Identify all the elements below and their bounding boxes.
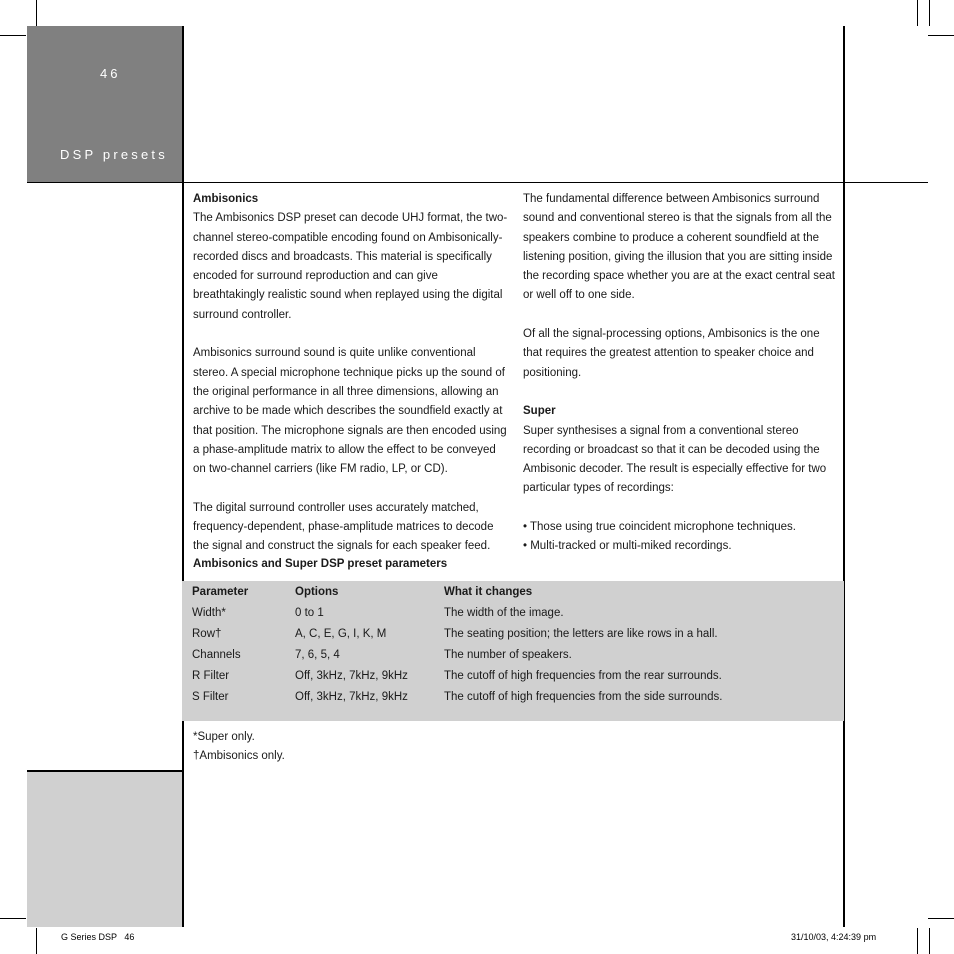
left-vertical-rule bbox=[182, 26, 184, 927]
table-cell: The width of the image. bbox=[444, 607, 564, 619]
table-cell: A, C, E, G, I, K, M bbox=[295, 628, 387, 640]
table-cell: Width* bbox=[192, 607, 226, 619]
table-cell: The number of speakers. bbox=[444, 649, 572, 661]
table-cell: 7, 6, 5, 4 bbox=[295, 649, 340, 661]
table-cell: Off, 3kHz, 7kHz, 9kHz bbox=[295, 691, 408, 703]
table-row bbox=[182, 603, 844, 624]
bullet-list bbox=[523, 518, 838, 557]
crop-mark bbox=[0, 918, 26, 919]
table-cell: S Filter bbox=[192, 691, 229, 703]
section-title: DSP presets bbox=[60, 147, 168, 162]
table-header-cell: What it changes bbox=[444, 586, 533, 598]
footnotes bbox=[193, 728, 285, 767]
list-item: • Multi-tracked or multi-miked recordings. bbox=[523, 540, 732, 553]
footnote: †Ambisonics only. bbox=[193, 750, 285, 763]
table-header-row bbox=[182, 582, 844, 603]
left-text-column bbox=[193, 190, 508, 576]
table-row bbox=[182, 624, 844, 645]
table-cell: The cutoff of high frequencies from the rear surrounds. bbox=[444, 670, 722, 682]
table-header-cell: Parameter bbox=[192, 586, 249, 598]
footnote: *Super only. bbox=[193, 731, 255, 743]
crop-mark bbox=[928, 35, 954, 36]
crop-mark bbox=[929, 928, 930, 954]
sidebar-footer-block bbox=[27, 771, 182, 927]
table-cell: The cutoff of high frequencies from the side surrounds. bbox=[444, 691, 723, 703]
table-cell: Row† bbox=[192, 628, 222, 640]
footer-rule bbox=[27, 770, 182, 772]
right-vertical-rule bbox=[843, 26, 845, 927]
crop-mark bbox=[0, 35, 26, 36]
crop-mark bbox=[929, 0, 930, 26]
crop-mark bbox=[36, 928, 37, 954]
table-row bbox=[182, 645, 844, 666]
right-text-column bbox=[523, 190, 838, 557]
table-title: Ambisonics and Super DSP preset parameters bbox=[193, 558, 448, 570]
header-rule bbox=[27, 182, 928, 183]
crop-mark bbox=[36, 0, 37, 26]
crop-mark bbox=[917, 928, 918, 954]
crop-mark bbox=[917, 0, 918, 26]
parameters-table bbox=[182, 581, 844, 721]
table-row bbox=[182, 666, 844, 687]
super-heading: Super bbox=[523, 405, 556, 418]
paragraph: The fundamental difference between Ambisonics surround sound and conventional stereo is that the signals from all the speakers combine to produce a coherent soundfield at the listening position, giving the illusion that you are sitting inside the recording space whether you are at the exact central seat or well off to one side. bbox=[523, 193, 835, 302]
paragraph: The Ambisonics DSP preset can decode UHJ format, the two-channel stereo-compatible encoding found on Ambisonically-recorded discs and broadcasts. This material is specifically encoded for surround reproduction and can give breathtakingly realistic sound when replayed using the digital surround controller. bbox=[193, 212, 508, 321]
crop-mark bbox=[928, 918, 954, 919]
list-item: • Those using true coincident microphone techniques. bbox=[523, 521, 796, 534]
table-cell: 0 to 1 bbox=[295, 607, 324, 619]
table-header-cell: Options bbox=[295, 586, 339, 598]
print-slug-right: 31/10/03, 4:24:39 pm bbox=[791, 932, 877, 942]
paragraph: Ambisonics surround sound is quite unlike conventional stereo. A special microphone technique picks up the sound of the original performance in all three dimensions, allowing an archive to be made which describes the soundfield exactly at that position. The microphone signals are then encoded using a phase-amplitude matrix to allow the effect to be conveyed on two-channel carriers (like FM radio, LP, or CD). bbox=[193, 347, 507, 476]
table-row bbox=[182, 687, 844, 708]
print-slug-left: G Series DSP 46 bbox=[61, 932, 135, 942]
paragraph: Super synthesises a signal from a conventional stereo recording or broadcast so that it can be decoded using the Ambisonic decoder. The result is especially effective for two particular types of recordings: bbox=[523, 424, 827, 495]
table-cell: The seating position; the letters are like rows in a hall. bbox=[444, 628, 718, 640]
paragraph: Of all the signal-processing options, Ambisonics is the one that requires the greatest attention to speaker choice and positioning. bbox=[523, 328, 820, 379]
page-number: 46 bbox=[100, 66, 121, 81]
table-cell: Channels bbox=[192, 649, 241, 661]
ambisonics-heading: Ambisonics bbox=[193, 193, 259, 205]
table-cell: Off, 3kHz, 7kHz, 9kHz bbox=[295, 670, 408, 682]
table-cell: R Filter bbox=[192, 670, 230, 682]
paragraph: The digital surround controller uses accurately matched, frequency-dependent, phase-amplitude matrices to decode the signal and construct the signals for each speaker feed. bbox=[193, 501, 494, 553]
